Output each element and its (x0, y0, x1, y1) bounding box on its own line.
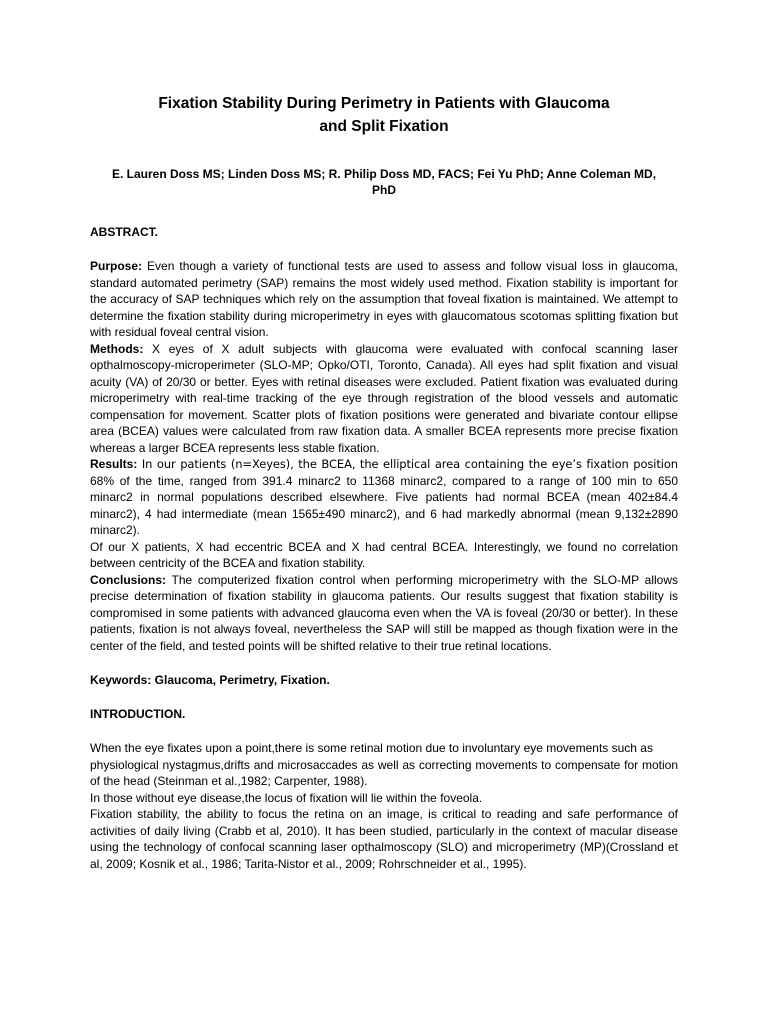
title-line-2: and Split Fixation (319, 118, 449, 135)
conclusions-paragraph (90, 572, 678, 655)
conclusions-text: The computerized fixation control when performing microperimetry with the SLO-MP allows precise determination of fixation stability in glaucoma patients. Our results suggest that fixation stability is compromised in some patients with advanced glaucoma even when the VA is foveal (20/30 or better). In these patients, fixation is not always foveal, nevertheless the SAP will still be mapped as though fixation were in the center of the field, and tested points will be shifted relative to their true retinal locations. (90, 572, 678, 653)
results-text-a: In our patients (n=Xeyes), the BCEA, the elliptical area containing the eye’s fixation position (137, 457, 678, 471)
purpose-label: Purpose: (90, 259, 143, 273)
paper-title (90, 92, 678, 138)
intro-paragraph-2: In those without eye disease,the locus of fixation will lie within the foveola. (90, 790, 483, 805)
intro-paragraph-3: Fixation stability, the ability to focus the retina on an image, is critical to reading and safe performance of activities of daily living (Crabb et al, 2010). It has been studied, particularly in the context of macular disease using the technology of confocal scanning laser opthalmoscopy (SLO) and microperimetry (MP)(Crossland et al, 2009; Kosnik et al., 1986; Tarita-Nistor et al., 2009; Rohrschneider et al., 1995). (90, 807, 678, 871)
results-text-b: 68% of the time, ranged from 391.4 minarc2 to 11368 minarc2, compared to a range of 100 min to 650 minarc2 in normal populations described elsewhere. Five patients had normal BCEA (mean 402±84.4 minarc2), 4 had intermediate (mean 1565±490 minarc2), and 6 had markedly abnormal (mean 9,132±2890 minarc2). (90, 473, 678, 537)
introduction-heading: INTRODUCTION. (90, 707, 186, 721)
purpose-text: Even though a variety of functional tests are used to assess and follow visual loss in glaucoma, standard automated perimetry (SAP) remains the most widely used method. Fixation stability is important for the accuracy of SAP techniques which rely on the assumption that foveal fixation is maintained. We attempt to determine the fixation stability during microperimetry in eyes with glaucomatous scotomas splitting fixation but with residual foveal central vision. (90, 259, 678, 339)
author-list: E. Lauren Doss MS; Linden Doss MS; R. Philip Doss MD, FACS; Fei Yu PhD; Anne Coleman MD, PhD (111, 167, 657, 197)
methods-label: Methods: (90, 341, 144, 356)
results-paragraph (90, 456, 678, 539)
conclusions-label: Conclusions: (90, 572, 167, 587)
keywords-line: Keywords: Glaucoma, Perimetry, Fixation. (90, 673, 330, 687)
methods-paragraph (90, 341, 678, 457)
methods-text: X eyes of X adult subjects with glaucoma were evaluated with confocal scanning laser opthalmoscopy-microperimeter (SLO-MP; Opko/OTI, Toronto, Canada). All eyes had split fixation and visual acuity (VA) of 20/30 or better. Eyes with retinal diseases were excluded. Patient fixation was evaluated during microperimetry with real-time tracking of the eye through registration of the blood vessels and automatic compensation for movement. Scatter plots of fixation positions were generated and bivariate contour ellipse area (BCEA) values were calculated from raw fixation data. A smaller BCEA represents more precise fixation whereas a larger BCEA represents less stable fixation. (90, 341, 678, 455)
abstract-heading: ABSTRACT. (90, 225, 158, 239)
title-line-1: Fixation Stability During Perimetry in Patients with Glaucoma (158, 95, 610, 112)
results-label: Results: (90, 457, 138, 471)
results-paragraph-2: Of our X patients, X had eccentric BCEA and X had central BCEA. Interestingly, we found no correlation between centricity of the BCEA and fixation stability. (90, 539, 678, 570)
intro-paragraph-1b: physiological nystagmus,drifts and microsaccades as well as correcting movements to compensate for motion of the head (Steinman et al.,1982; Carpenter, 1988). (90, 757, 678, 788)
purpose-paragraph (90, 258, 678, 341)
intro-paragraph-1a: When the eye fixates upon a point,there is some retinal motion due to involuntary eye movements such as (90, 741, 653, 755)
